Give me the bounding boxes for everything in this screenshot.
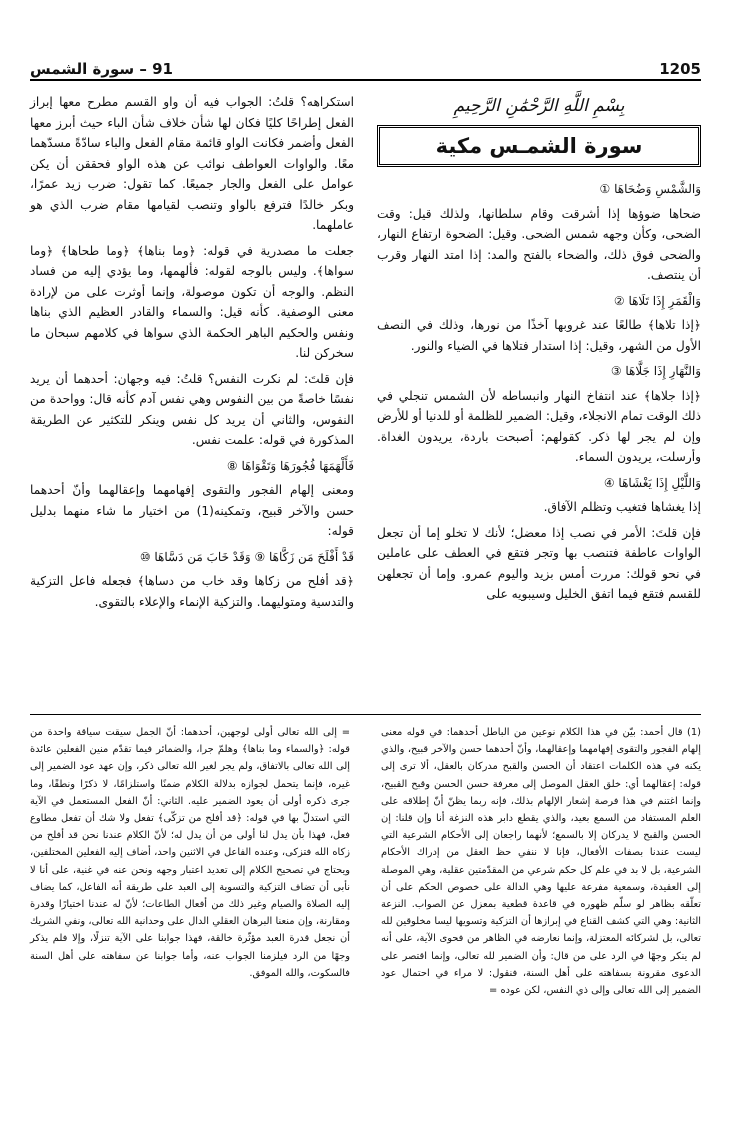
commentary-paragraph: فإن قلتَ: لم نكرت النفس؟ قلتُ: فيه وجهان: أحدهما أن يريد نفسًا خاصةً من بين النفوس وهي نفس آدم كأنه قال: وواحدة من النفوس، والثاني أن يريد كل نفس وينكر للتكثير عن الطريقة المذكورة في قوله: علمت نفس. — [30, 371, 354, 447]
commentary-paragraph: استكراهه؟ قلتُ: الجواب فيه أن واو القسم مطرح معها إبراز الفعل إطراحًا كليًا فكان لها شأن خلاف شأن الباء حيث أبرز معها الفعل وأضمر فكانت الواو قائمة مقام الفعل والباء سادّةً مسدّهما معًا. والواوات العواطف نوائب عن هذه الواو فحققن أن يكن عوامل على الفعل والجار جميعًا. كما تقول: ضرب زيد عمرًا، وبكر خالدًا فترفع بالواو وتنصب لقيامها مقام ضرب الذي هو عاملهما. — [30, 95, 354, 232]
commentary-paragraph: ﴿قد أفلح من زكاها وقد خاب من دساها﴾ فجعله فاعل التزكية والتدسية ومتوليهما. والتزكية الإنماء والإعلاء بالتقوى. — [30, 574, 354, 609]
verse-3: وَالنَّهَارِ إِذَا جَلَّاهَا ③ — [610, 364, 701, 378]
verse-8: فَأَلْهَمَهَا فُجُورَهَا وَتَقْوَاهَا ⑧ — [226, 458, 354, 473]
commentary-paragraph: ومعنى إلهام الفجور والتقوى إفهامهما وإعقالهما وأنّ أحدهما حسن والآخر قبيح، وتمكينه(1) من اختيار ما شاء منهما بدليل قوله: — [30, 483, 355, 538]
basmala: بِسْمِ اللَّهِ الرَّحْمَٰنِ الرَّحِيمِ — [453, 96, 625, 116]
running-title: 91 – سورة الشمس — [30, 60, 173, 78]
footnote-right-column: (1) قال أحمد: بيّن في هذا الكلام نوعين من الباطل أحدهما: في قوله معنى إلهام الفجور والتقوى إفهامهما وإعقالهما، وأنّ أحدهما حسن والآخر قبيح، والذي يكنه في هذه الكلمات اعتقاد أن الحسن والقبح مدركان بالعقل، ألا ترى إلى قوله: إعقالهما أي: خلق العقل الموصل إلى معرفة حسن الحسن وقبح القبيح، وإنما اغتنم في هذا فرصة إشعار الإلهام بذلك، فإنه ربما يظنّ أنّ إطلاقه على العلم المستفاد من السمع بعيد، والذي يقطع دابر هذه النزغة أنا وإن قلنا: إن الحسن والقبح لا يدركان إلا بالسمع؛ لأنهما راجعان إلى الأحكام الشرعية التي ليست عندنا بصفات الأفعال، فإنا لا ننفي حظ العقل من إدراك الأحكام الشرعية، بل لا بد في علم كل حكم شرعي من المقدّمتين عقلية، وهي الموصلة إلى العقيدة، وسمعية مفرعة عليها وهي الدالة على خصوص الحكم على أن تعلّقه بظاهر لو سلّم ظهوره في قاعدة قطعية بمعزل عن الصواب. النزعة الثانية: وهي التي كشف القناع في إبرازها أن التزكية وتسويها ليسا مخلوقين لله تعالى، بل لشركائه المعتزلة، وإنما نعارضه في الظاهر من فحوى الآية، على أنه لم ينكر وجهًا في الرد على من قال: وأن الضمير لله تعالى، وإنما اقتصر على الدعوى مقرونة بسفاهته على أهل السنة، فنقول: لا مراء في احتمال عود الضمير إلى الله تعالى وإلى ذي النفس، لكن عوده = — [381, 727, 701, 997]
commentary-paragraph: جعلت ما مصدرية في قوله: ﴿وما بناها﴾ ﴿وما طحاها﴾ ﴿وما سواها﴾. وليس بالوجه لقوله: فألهمها، وما يؤدي إليه من فساد النظم. والوجه أن تكون موصولة، وإنما أوثرت على من لإرادة معنى الوصفية. كأنه قيل: والسماء والقادر العظيم الذي بناها ونفس والحكيم الباهر الحكمة الذي سواها في كلامهم سبحان ما سخركن لنا. — [30, 243, 354, 360]
verse-4: وَاللَّيْلِ إِذَا يَغْشَاهَا ④ — [603, 475, 701, 490]
footnote-separator — [30, 714, 701, 715]
commentary-paragraph: ﴿إذا جلاها﴾ عند انتفاخ النهار وانبساطه لأن الشمس تنجلي في ذلك الوقت تمام الانجلاء، وقيل: الضمير للظلمة أو للدنيا أو للأرض وإن لم يجر لها ذكر. كقولهم: أصبحت باردة، يريدون الغداة. وأرسلت، يريدون السماء. — [377, 388, 701, 464]
header-rule — [30, 79, 701, 81]
verse-1: وَالشَّمْسِ وَضُحَاهَا ① — [599, 182, 701, 196]
right-column — [377, 92, 701, 610]
left-column — [30, 92, 354, 617]
commentary-paragraph: فإن قلتَ: الأمر في نصب إذا معضل؛ لأنك لا تخلو إما أن تجعل الواوات عاطفة فتنصب بها وتجر فتقع في العطف على عاملين في نحو قولك: مررت أمس بزيد واليوم عمرو. وإما أن تجعلهن للقسم فتقع فيما اتفق الخليل وسيبويه على — [377, 525, 701, 601]
surah-title: سورة الشمـس مكية — [377, 125, 701, 168]
verse-2: وَالْقَمَرِ إِذَا تَلَاهَا ② — [613, 293, 701, 308]
page-header — [30, 60, 701, 84]
commentary-paragraph: ضحاها ضوؤها إذا أشرقت وقام سلطانها، ولذلك قيل: وقت الضحى، وكأن وجهه شمس الضحى. وقيل: الضحوة ارتفاع النهار، والضحى فوق ذلك، والضحاء بالفتح والمد: إذا امتد النهار وقرب أن ينتصف. — [377, 206, 701, 282]
footnote-left-column: = إلى الله تعالى أولى لوجهين، أحدهما: أنّ الجمل سيقت سياقة واحدة من قوله: ﴿والسماء وما بناها﴾ وهلمّ جرا، والضمائر فيما تقدّم منين الفعلين عائدة إلى الله تعالى بالاتفاق، ولم يجر لغير الله تعالى ذكر، وإن عهد عود الضمير إلى غيره، فإنما يتحمل لجوازه بدلالة الكلام ضمنًا واستلزامًا، لا ذكرًا ونطقًا، وما جرى ذكره أولى أن يعود الضمير عليه. الثاني: أنّ الفعل المستعمل في الآية التي استدلّ بها في قوله: ﴿قد أفلح من تزكّى﴾ تفعل ولا شك أن تفعل مطاوع فعل، فهذا بأن يدل لنا أولى من أن يدل له؛ لأنّ الكلام عندنا نحن قد أفلح من زكاه الله فتزكى، وعنده الفاعل في الاثنين واحد، أضاف إليه الفعلين المختلفين، ويحتاج في تصحيح الكلام إلى تعديد اعتبار وجهه ونحن عنه في غنية، على أنا لا نأبى أن تضاف التزكية والتسوية إلى العبد على طريقة أنه الفاعل، كما يضاف إليه الصلاة والصيام وغير ذلك من أفعال الطاعات؛ لأنّ له عندنا اختيارًا وقدرة ومقارنة، وإن منعنا البرهان العقلي الدال على وحدانية الله تعالى، ونفي الشريك أن نجعل قدرة العبد مؤثّرة خالقة، فهذا جوابنا على الآية تنزلًا، وإلا فلم يذكر وجهًا من الرد فيلزمنا الجواب عنه، وأما جوابنا عن سفاهته على أهل السنة فالسكوت، والله الموفق. — [30, 727, 350, 979]
commentary-paragraph: ﴿إذا تلاها﴾ طالعًا عند غروبها آخذًا من نورها، وذلك في النصف الأول من الشهر، وقيل: إذا استدار فتلاها في الضياء والنور. — [377, 318, 701, 353]
verse-9-10: قَدْ أَفْلَحَ مَن زَكَّاهَا ⑨ وَقَدْ خَابَ مَن دَسَّاهَا ⑩ — [139, 549, 354, 564]
page-number: 1205 — [659, 60, 701, 78]
commentary-paragraph: إذا يغشاها فتغيب وتظلم الآفاق. — [543, 500, 701, 514]
